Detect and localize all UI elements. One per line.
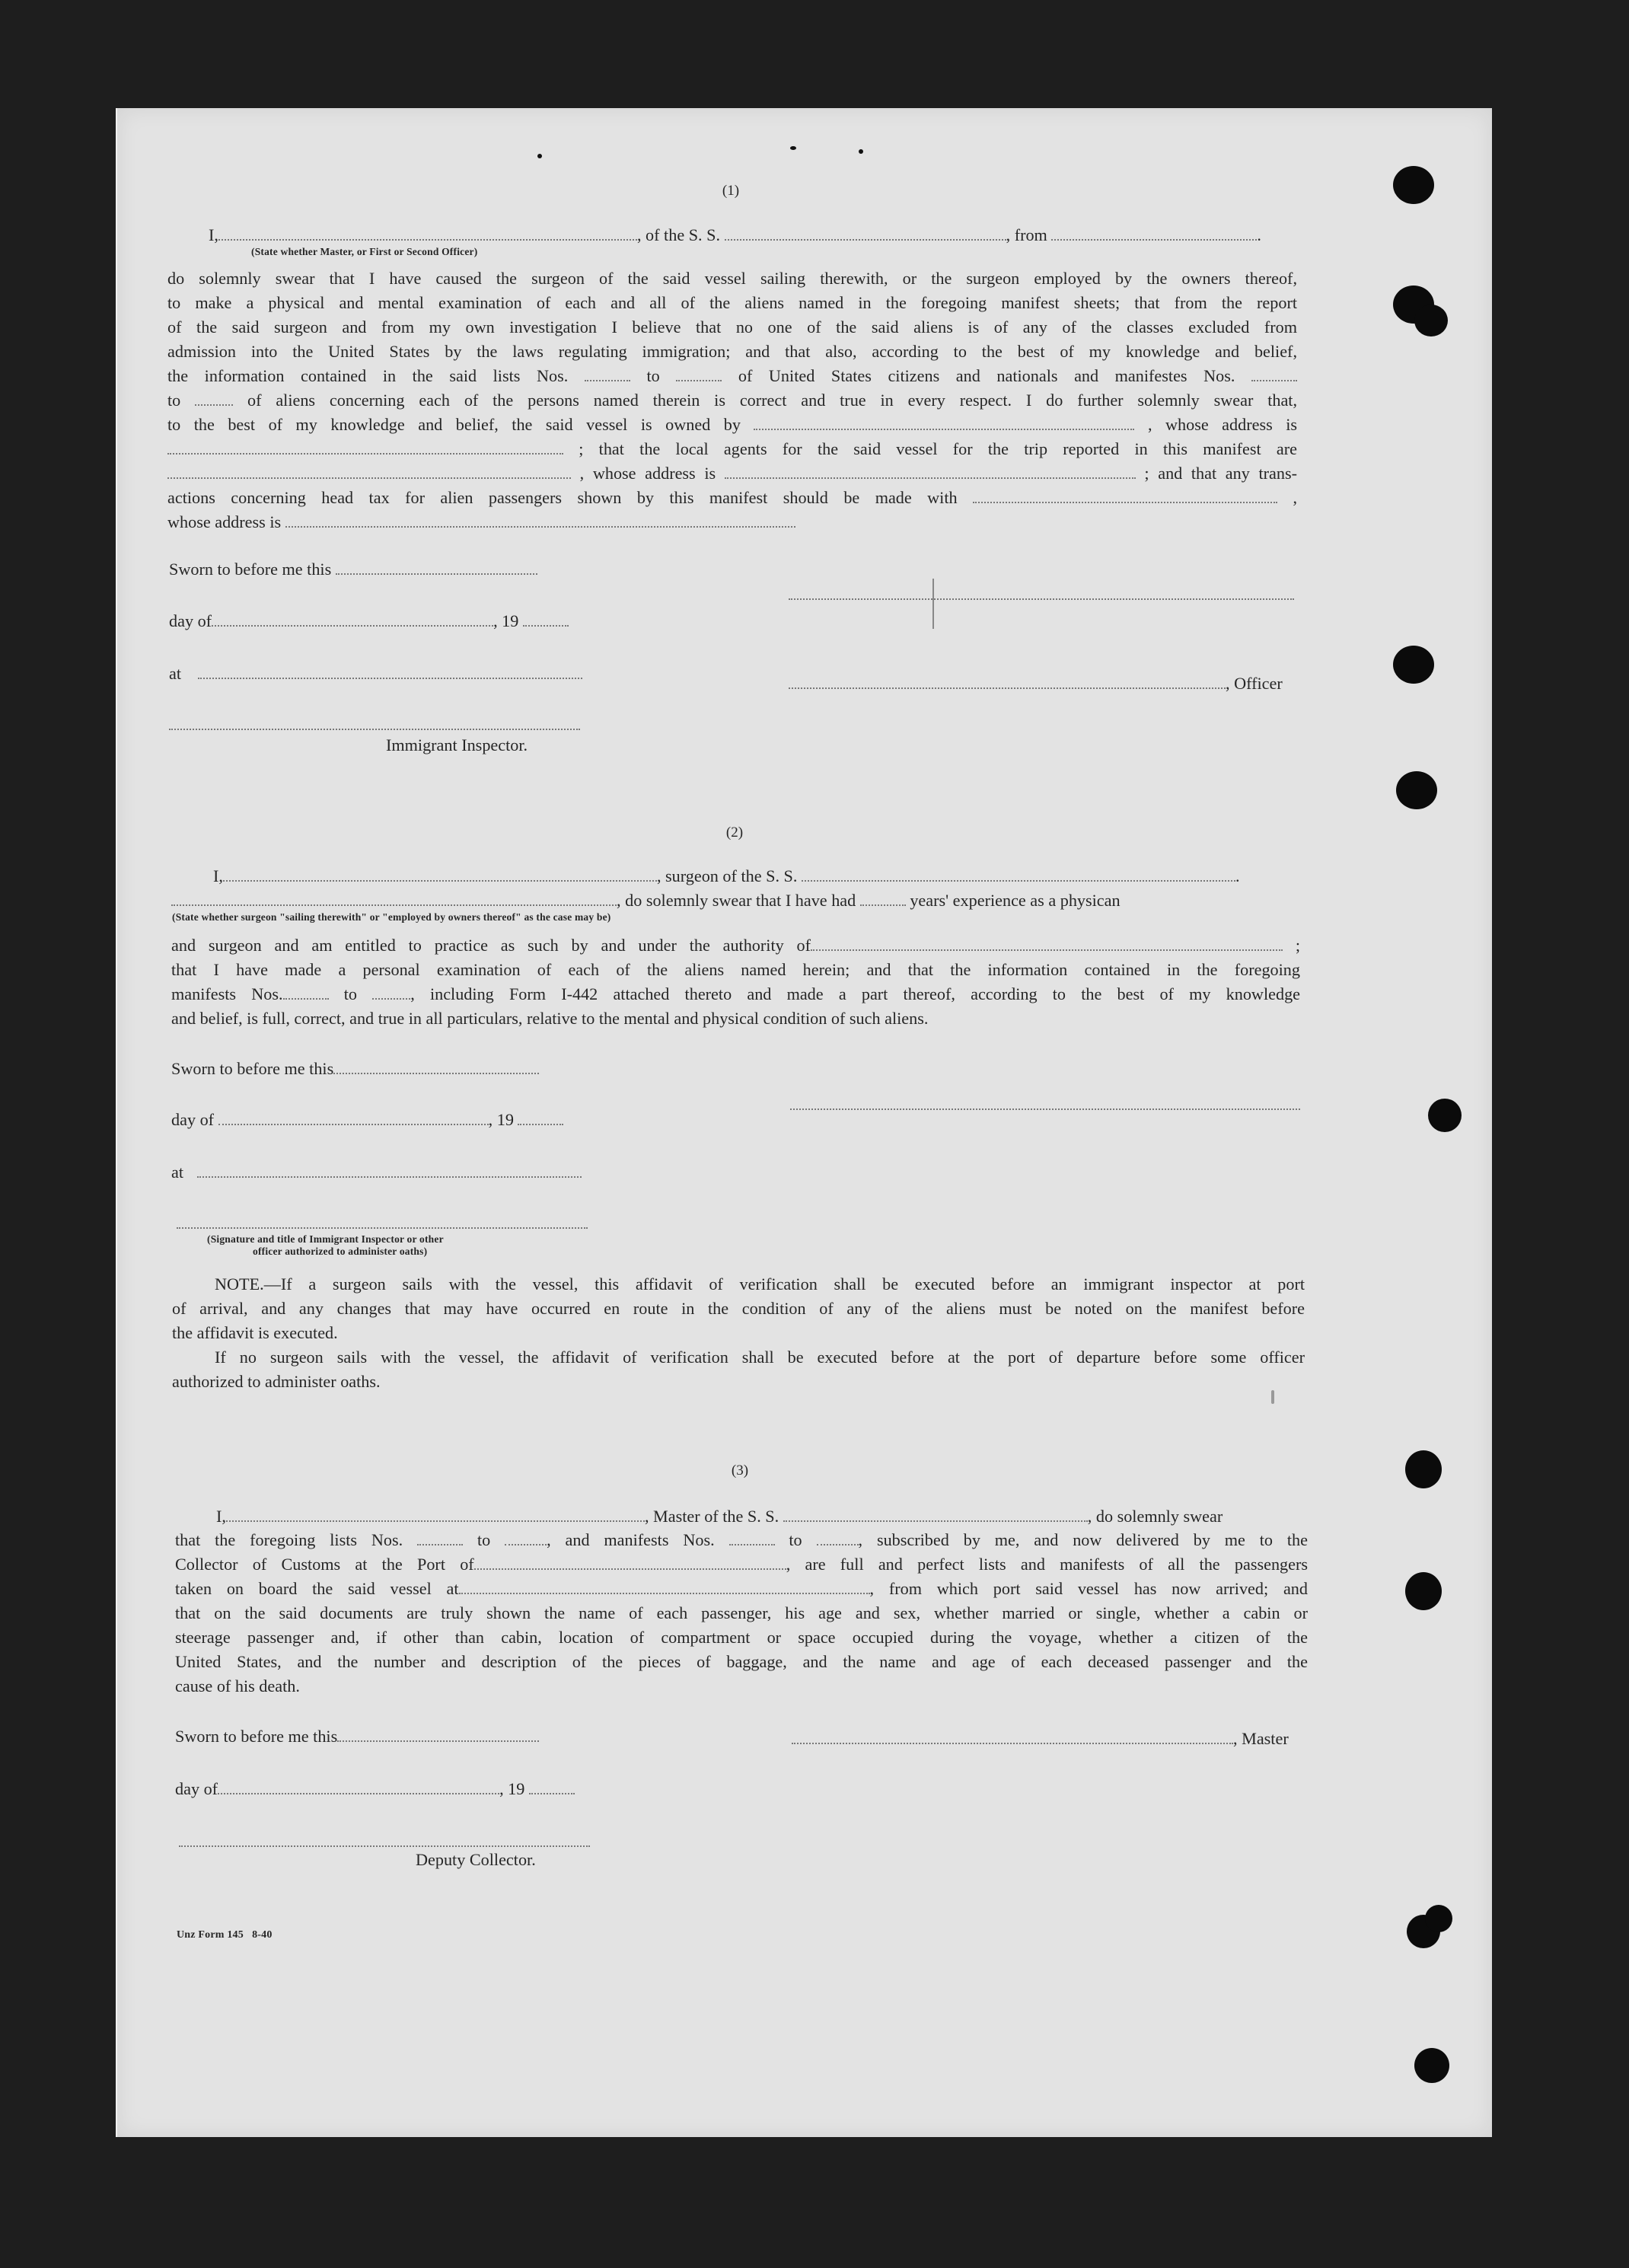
s3-sworn-blank[interactable] — [337, 1730, 539, 1742]
s2-at-blank[interactable] — [197, 1166, 582, 1178]
s1-at-blank[interactable] — [198, 667, 582, 679]
s1-dayof: day of , 19 — [169, 611, 569, 631]
s2-signature-line[interactable] — [790, 1107, 1300, 1110]
speck — [537, 154, 542, 158]
section-1-number: (1) — [722, 183, 740, 199]
pen-stroke — [932, 579, 934, 629]
agents-blank[interactable] — [167, 467, 571, 479]
s2-manifest-from-blank[interactable] — [283, 987, 329, 1000]
surgeon-name-blank[interactable] — [223, 869, 657, 882]
manifests-to-blank[interactable] — [195, 394, 233, 406]
port-from-blank[interactable] — [1051, 228, 1257, 241]
s3-lists-to-blank[interactable] — [505, 1533, 547, 1545]
s1-signature-line[interactable] — [789, 597, 1294, 600]
s3-day-blank[interactable] — [218, 1782, 499, 1794]
s1-sworn-blank[interactable] — [336, 563, 537, 575]
s2-sworn-blank[interactable] — [333, 1062, 539, 1074]
speck — [790, 146, 796, 150]
punch-hole — [1393, 166, 1434, 204]
punch-hole — [1405, 1572, 1442, 1610]
punch-hole — [1393, 646, 1434, 684]
s3-collector-label: Deputy Collector. — [416, 1850, 536, 1869]
s3-vessel-blank[interactable] — [783, 1510, 1088, 1522]
speck — [859, 149, 863, 154]
s1-officer-blank[interactable] — [789, 677, 1226, 689]
vessel-name-blank[interactable] — [725, 228, 1006, 241]
agents-address-blank[interactable] — [725, 467, 1136, 479]
s1-inspector-label: Immigrant Inspector. — [386, 735, 528, 754]
s2-dayof: day of , 19 — [171, 1110, 563, 1130]
authority-blank[interactable] — [811, 939, 1283, 951]
s1-day-blank[interactable] — [212, 614, 493, 627]
lists-to-blank[interactable] — [676, 369, 722, 381]
section-2-number: (2) — [725, 825, 744, 841]
s3-year-blank[interactable] — [529, 1782, 575, 1794]
s1-year-blank[interactable] — [523, 614, 569, 627]
form-number: Unz Form 145 8-40 — [177, 1929, 273, 1941]
s3-paragraph: that the foregoing lists Nos. to , and manifests Nos. to , subscribed by me, and now delivered by me to the Collector of Customs at the Port of , are full and perfect lists and manifests of all the passengers taken on board the said vessel at , from which port said vessel has now arrived; and that on the said documents are truly shown the name of each passenger, his age and sex, whether married or single, whether a cabin or steerage passenger and, if other than cabin, location of compartment or space occupied during the voyage, whether a citizen of the United States, and the number and description of the pieces of baggage, and the name and age of each deceased passenger and the cause of his death. — [175, 1530, 1309, 1695]
years-blank[interactable] — [860, 894, 906, 906]
surgeon-status-blank[interactable] — [171, 894, 617, 906]
punch-hole — [1414, 2048, 1449, 2083]
punch-hole — [1396, 771, 1437, 809]
s2-manifest-to-blank[interactable] — [372, 987, 410, 1000]
s2-line2: , do solemnly swear that I have had years' experience as a physican — [171, 891, 1121, 911]
s3-sworn: Sworn to before me this — [175, 1727, 539, 1746]
s1-officer-note: (State whether Master, or First or Second Officer) — [251, 246, 478, 257]
s2-year-blank[interactable] — [518, 1113, 563, 1125]
punch-hole — [1425, 1905, 1452, 1932]
s1-inspector-line[interactable] — [169, 727, 580, 730]
punch-hole — [1428, 1099, 1462, 1132]
s2-signature-note-1: (Signature and title of Immigrant Inspector or other — [207, 1233, 444, 1245]
s2-inspector-line[interactable] — [177, 1226, 588, 1229]
section-3-number: (3) — [731, 1463, 749, 1479]
departure-port-blank[interactable] — [459, 1582, 870, 1594]
s1-officer-signature: , Officer — [789, 674, 1283, 694]
s3-manifests-from-blank[interactable] — [729, 1533, 775, 1545]
s2-surgeon-note: (State whether surgeon "sailing therewith" or "employed by owners thereof" as the case may be) — [172, 911, 611, 923]
s2-signature-note-2: officer authorized to administer oaths) — [253, 1246, 428, 1257]
s1-line1: I, , of the S. S. , from . — [209, 225, 1261, 244]
s3-dayof: day of , 19 — [175, 1779, 575, 1799]
s3-collector-line[interactable] — [179, 1844, 590, 1847]
officer-name-blank[interactable] — [218, 228, 637, 241]
lists-from-blank[interactable] — [585, 369, 630, 381]
s2-note: NOTE.—If a surgeon sails with the vessel, this affidavit of verification shall be executed before an immigrant inspector at port of arrival, and any changes that may have occurred en route in the condition of any of the aliens must be noted on the manifest before the affidavit is executed. If no surgeon sails with the vessel, the affidavit of verification shall be executed before at the port of departure before some officer authorized to administer oaths. — [172, 1274, 1305, 1391]
s2-day-blank[interactable] — [218, 1113, 489, 1125]
s2-vessel-blank[interactable] — [802, 869, 1235, 882]
punch-hole — [1405, 1450, 1442, 1488]
collector-port-blank[interactable] — [474, 1558, 786, 1570]
s3-line1: I, , Master of the S. S. , do solemnly swear — [216, 1507, 1223, 1526]
s1-at: at — [169, 664, 582, 684]
s2-at: at — [171, 1163, 582, 1182]
s3-lists-from-blank[interactable] — [417, 1533, 463, 1545]
owner-blank[interactable] — [754, 418, 1134, 430]
s3-master-blank[interactable] — [792, 1732, 1233, 1744]
manifests-from-blank[interactable] — [1251, 369, 1297, 381]
s2-line1: I, , surgeon of the S. S. . — [213, 866, 1240, 885]
head-tax-address-blank[interactable] — [285, 515, 795, 528]
punch-hole — [1414, 305, 1448, 337]
s2-sworn: Sworn to before me this — [171, 1059, 539, 1079]
s2-paragraph: and surgeon and am entitled to practice as such by and under the authority of ; that I have made a personal examination of each of the aliens named herein; and that the information contained in the foregoing manifests Nos. to , including Form I-442 attached thereto and made a part thereof, according to the best of my knowledge and belief, is full, correct, and true in all particulars, relative to the mental and physical condition of such aliens. — [171, 936, 1301, 1028]
s3-manifests-to-blank[interactable] — [817, 1533, 859, 1545]
master-name-blank[interactable] — [226, 1510, 645, 1522]
s3-master-signature: , Master — [792, 1729, 1289, 1749]
s1-sworn: Sworn to before me this — [169, 560, 537, 579]
s1-paragraph: do solemnly swear that I have caused the surgeon of the said vessel sailing therewith, or the surgeon employed by the owners thereof, to make a physical and mental examination of each and all of the aliens named in the foregoing manifest sheets; that from the report of the said surgeon and from my own investigation I believe that no one of the said aliens is of any of the classes excluded from admission into the United States by the laws regulating immigration; and that also, according to the best of my knowledge and belief, the information contained in the said lists Nos. to of United States citizens and nationals and manifestes Nos. to of aliens concerning each of the persons named therein is correct and true in every respect. I do further solemnly swear that, to the best of my knowledge and belief, the said vessel is owned by , whose address is ; that the local agents for the said vessel for the trip reported in this manifest are , whose address is ; and that any trans- actions concerning head tax for alien passengers shown by this manifest should be made with , whose address is — [167, 269, 1298, 531]
head-tax-agent-blank[interactable] — [973, 491, 1277, 503]
owner-address-blank[interactable] — [167, 442, 563, 455]
